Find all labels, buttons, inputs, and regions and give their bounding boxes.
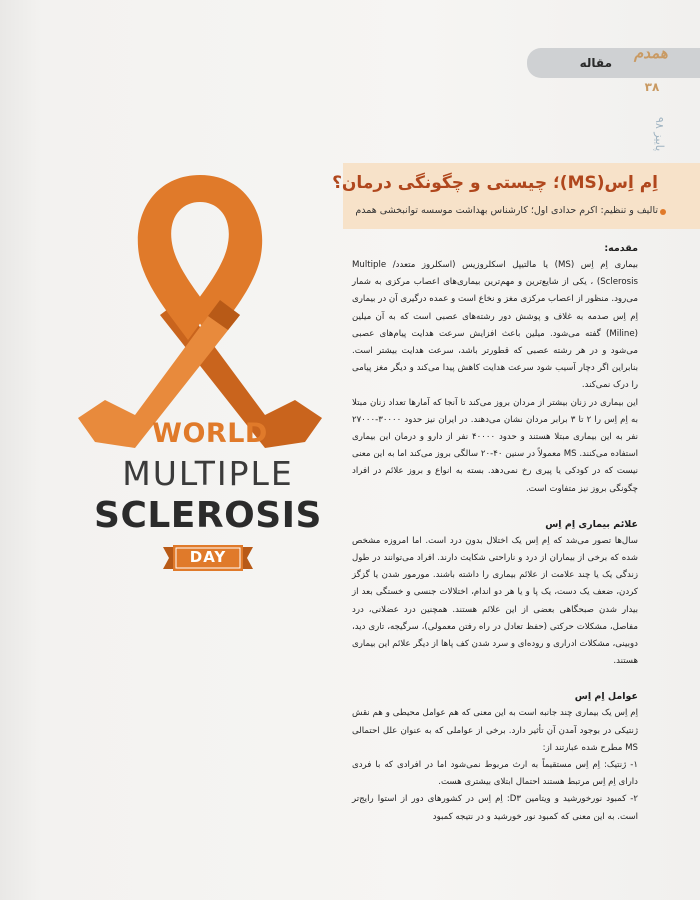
section-heading: مقدمه: (604, 243, 638, 254)
section-header-bar (527, 48, 700, 78)
day-banner (163, 543, 253, 573)
page-number: ۳۸ (644, 80, 660, 94)
poster-word-world: WORLD (152, 418, 268, 449)
paragraph: این بیماری در زنان بیشتر از مردان بروز می‌کند تا آنجا که آمارها تعداد زنان مبتلا به اِم اِس را ۲ تا ۳ برابر مردان نشان می‌دهند. در ایران نیز حدود ۳۰۰۰۰-۲۷۰۰۰ نفر به این بیماری مبتلا هستند و حدود ۴۰۰۰۰ نفر از دارو و درمان این بیماری استفاده می‌کنند. MS معمولاً در سنین ۴۰-۲۰ سالگی بروز می‌کند اما به این معنی نیست که در کودکی یا پیری رخ نمی‌دهد. بسته به انواع و بروز علائم در افراد چگونگی بروز نیز متفاوت است. (352, 397, 638, 494)
section-heading: علائم بیماری اِم اِس (545, 518, 638, 530)
section-label: مقاله (579, 56, 612, 70)
paragraph: بیماری اِم اِس (MS) یا مالتیپل اسکلروزیس (اسکلروز متعدد/ Multiple Sclerosis) ، یکی از شایع‌ترین و مهم‌ترین بیماری‌های اعصاب مرکزی به شمار می‌رود. منظور از اعصاب مرکزی مغز و نخاع است و عمده درگیری آن در بیماری اِم اِس صدمه به غلاف و پوشش دور رشته‌های عصبی است که به آن میلین (Miline) گفته می‌شود. میلین باعث افزایش سرعت هدایت پیام‌های عصبی می‌شود و در هر رشته عصبی که قطورتر باشد، سرعت هدایت بیشتر است. بنابراین اگر دچار آسیب شود سرعت هدایت کاهش پیدا می‌کند و دیگر مغز پیامی را درک نمی‌کند. (352, 260, 638, 391)
paragraph: ۲- کمبود نورخورشید و ویتامین D۳: اِم اِس در کشورهای دور از استوا رایج‌تر است. به این معنی که کمبود نور خورشید و در نتیجه کمبود (352, 794, 638, 822)
paragraph: ۱- ژنتیک: اِم اِس مستقیماً به ارث مربوط نمی‌شود اما در افرادی که با فردی دارای اِم اِس مرتبط هستند احتمال ابتلای بیشتری هست. (352, 760, 638, 788)
issue-label: پاییز ۹۸ (653, 116, 666, 152)
article-body (352, 240, 638, 826)
poster-word-sclerosis: SCLEROSIS (94, 495, 322, 536)
poster-word-multiple: MULTIPLE (122, 454, 294, 493)
article-title: اِم اِس(MS)؛ چیستی و چگونگی درمان؟ (332, 173, 658, 193)
bullet-icon (660, 209, 666, 215)
section-heading: عوامل اِم اِس (574, 691, 638, 703)
magazine-logo: همدم (634, 44, 668, 62)
poster-word-day: DAY (189, 548, 227, 566)
paragraph: سال‌ها تصور می‌شد که اِم اِس یک اختلال بدون درد است. اما امروزه مشخص شده که برخی از بیماران از درد و ناراحتی شکایت دارند. افراد می‌توانند در طول زندگی یک یا چند علامت از علائم بیماری را داشته باشند. مورمور شدن یا گزگز کردن، ضعف یک دست، یک پا و یا هر دو اندام، اختلالات جنسی و خستگی بعد از بیدار شدن صبحگاهی بعضی از این علائم هستند. همچنین درد عضلانی، درد مفاصل، مشکلات حرکتی (حفظ تعادل در راه رفتن معمولی)، سرگیجه، تاری دید، دوبینی، مشکلات ادراری و روده‌ای و سرد شدن کف پاها از دیگر علائم این بیماری هستند. (352, 535, 638, 667)
article-title-box (332, 163, 700, 229)
article-author: تالیف و تنظیم: اکرم حدادی اول؛ کارشناس بهداشت موسسه توانبخشی همدم (355, 205, 658, 216)
paragraph: اِم اِس یک بیماری چند جانبه است به این معنی که هم عوامل محیطی و هم نقش ژنتیکی در بوجود آمدن آن تأثیر دارد. برخی از عواملی که به عنوان علل احتمالی MS مطرح شده عبارتند از: (352, 708, 638, 753)
